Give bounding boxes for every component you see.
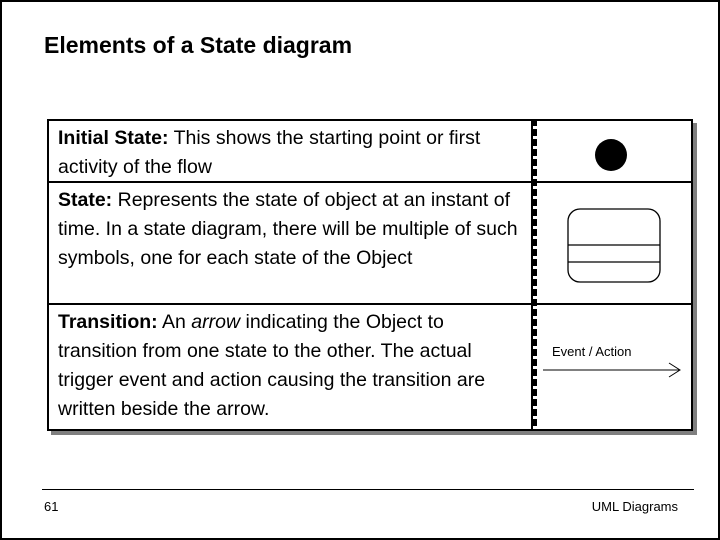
column-divider-dashed (533, 119, 537, 431)
description-cell (47, 119, 533, 183)
term-description-part: indicating the Object to transition from one state to the other. The actual trigger event and action causing the transition are written beside the arrow. (58, 311, 486, 420)
table-row-state (47, 181, 693, 305)
term-description: Represents the state of object at an instant of time. In a state diagram, there will be multiple of such symbols, one for each state of the Object (58, 189, 518, 269)
symbol-cell (533, 119, 693, 183)
term-description-emphasis: arrow (191, 311, 241, 333)
term-description-part: An (157, 311, 192, 333)
slide-title: Elements of a State diagram (44, 32, 353, 58)
term-label: Transition: (58, 311, 158, 333)
term-description: This shows the starting point or first activity of the flow (58, 127, 481, 178)
term-label: Initial State: (58, 127, 169, 149)
transition-label: Event / Action (552, 344, 632, 359)
symbol-cell (533, 303, 693, 431)
table-row-transition (47, 303, 693, 431)
page-number: 61 (44, 499, 59, 514)
filled-circle-icon (533, 121, 689, 185)
description-cell (47, 303, 533, 431)
elements-table (47, 119, 693, 431)
rounded-rectangle-icon (533, 183, 689, 307)
arrow-right-icon (533, 305, 689, 433)
description-cell (47, 181, 533, 305)
table-row-initial-state (47, 119, 693, 183)
footer-title: UML Diagrams (591, 499, 678, 514)
table-body (47, 119, 693, 431)
symbol-cell (533, 181, 693, 305)
footer-divider (42, 489, 694, 490)
term-label: State: (58, 189, 113, 211)
